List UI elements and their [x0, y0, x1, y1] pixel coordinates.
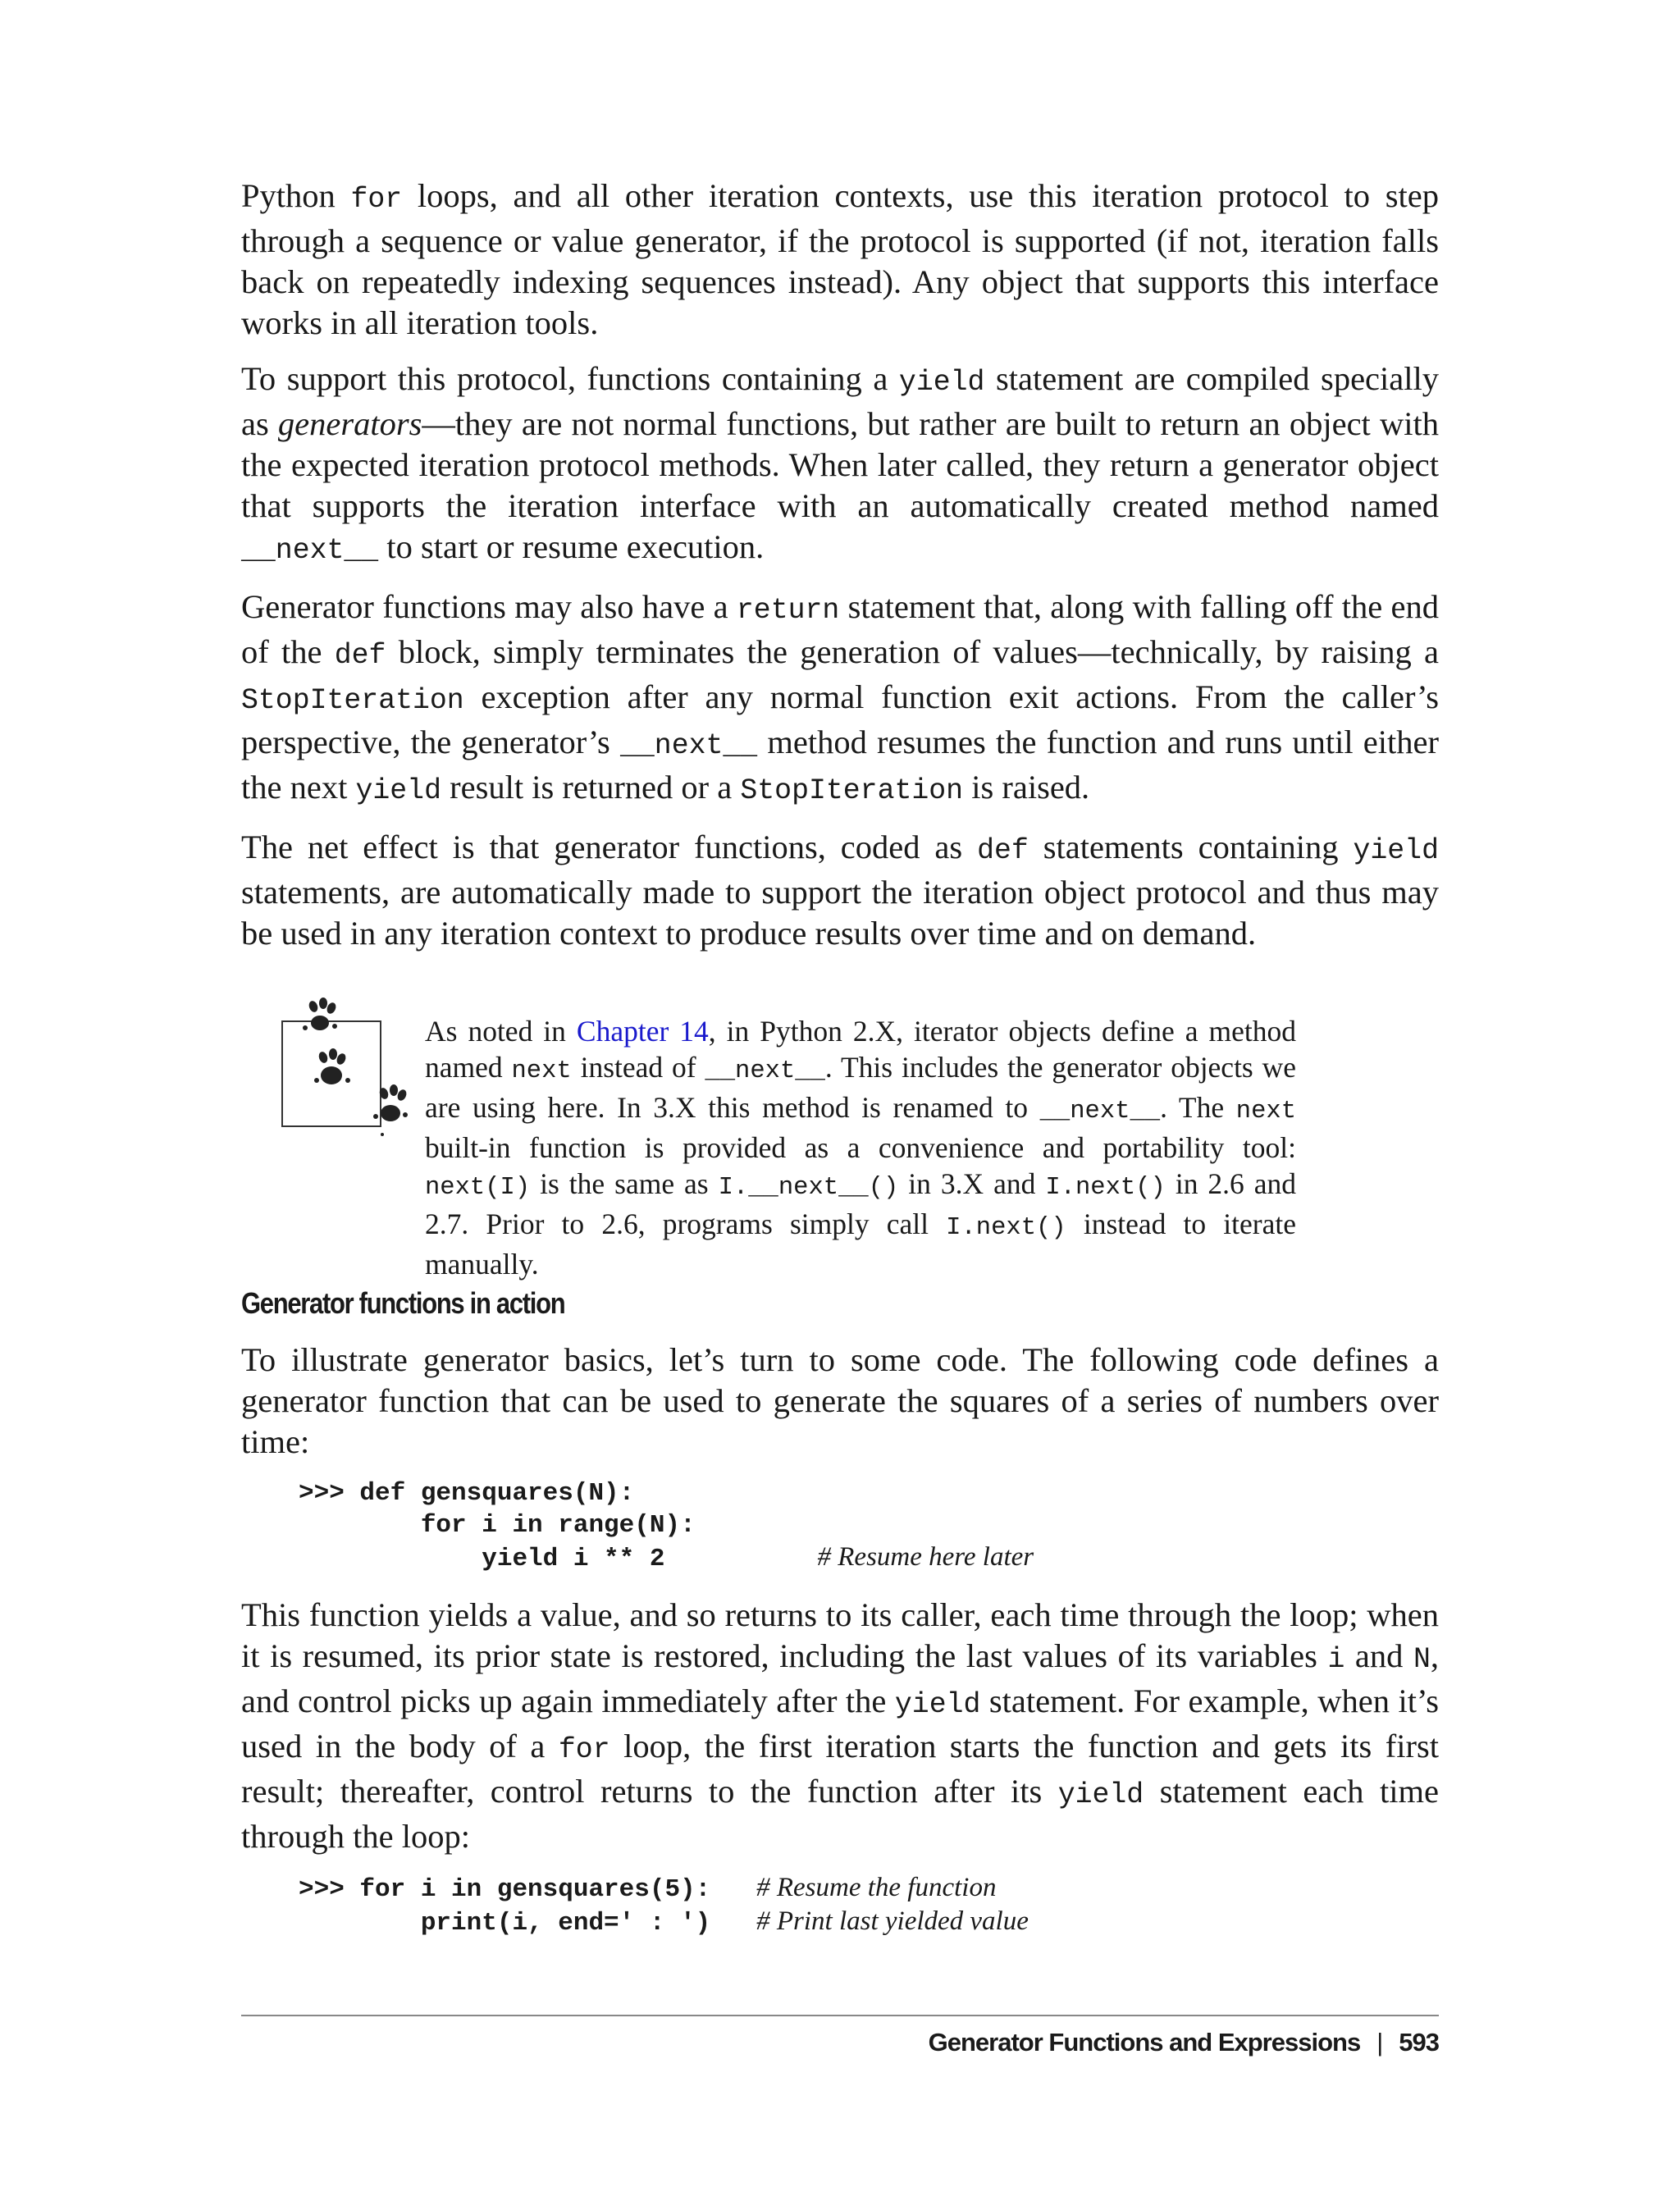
chapter-14-link[interactable]: Chapter 14	[576, 1015, 709, 1048]
page-number: 593	[1399, 2028, 1439, 2057]
section-heading: Generator functions in action	[241, 1286, 565, 1320]
paragraph-illustrate: To illustrate generator basics, let’s turn to some code. The following code defines a generator function that can be used to generate the squares of a series of numbers over time:	[241, 1341, 1439, 1460]
page-content	[241, 176, 1439, 1959]
paragraph-net-effect: The net effect is that generator functions, coded as def statements containing yield statements, are automatically made to support the iteration object protocol and thus may be used in any iteration context to produce results over time and on demand.	[241, 829, 1439, 952]
note-text: As noted in Chapter 14, in Python 2.X, iterator objects define a method named next instead of __next__. This includes the generator objects we are using here. In 3.X this method is renamed to __next__. The next built-in function is provided as a convenience and portability tool: next(I) is the same as I.__next__() in 3.X and I.next() in 2.6 and 2.7. Prior to 2.6, programs simply call I.next() instead to iterate manually.	[425, 1015, 1297, 1281]
footer-rule	[241, 2015, 1439, 2016]
paragraph-iteration-protocol: Python for loops, and all other iteration contexts, use this iteration protocol to step through a sequence or value generator, if the protocol is supported (if not, iteration falls back on repeatedly indexing sequences instead). Any object that supports this interface works in all iteration tools.	[241, 177, 1439, 341]
page-footer	[929, 2026, 1439, 2059]
paragraph-generators-compiled: To support this protocol, functions containing a yield statement are compiled specially as generators—they are not normal functions, but rather are built to return an object with the expected iteration protocol methods. When later called, they return a generator object that supports the iteration interface with an automatically created method named __next__ to start or resume execution.	[241, 360, 1439, 567]
turkey-tracks-note-icon	[281, 995, 420, 1159]
running-title: Generator Functions and Expressions	[928, 2028, 1361, 2057]
paragraph-function-yields: This function yields a value, and so returns to its caller, each time through the loop; when it is resumed, its prior state is restored, including the last values of its variables i and N, and control picks up again immediately after the yield statement. For example, when it’s used in the body of a for loop, the first iteration starts the function and gets its first result; thereafter, control returns to the function after its yield statement each time through the loop:	[241, 1596, 1440, 1855]
paragraph-return-statement: Generator functions may also have a return statement that, along with falling off the end of the def block, simply terminates the generation of values—technically, by raising a StopIteration exception after any normal function exit actions. From the caller’s perspective, the generator’s __next__ method resumes the function and runs until either the next yield result is returned or a StopIteration is raised.	[241, 588, 1440, 807]
code-block-gensquares: >>> def gensquares(N): for i in range(N): yield i ** 2 # Resume here later	[299, 1479, 1034, 1573]
note-callout	[241, 995, 1439, 1281]
code-block-for-loop: >>> for i in gensquares(5): # Resume the function print(i, end=' : ') # Print last yielded value	[299, 1873, 1029, 1938]
footer-separator: |	[1376, 2028, 1383, 2057]
